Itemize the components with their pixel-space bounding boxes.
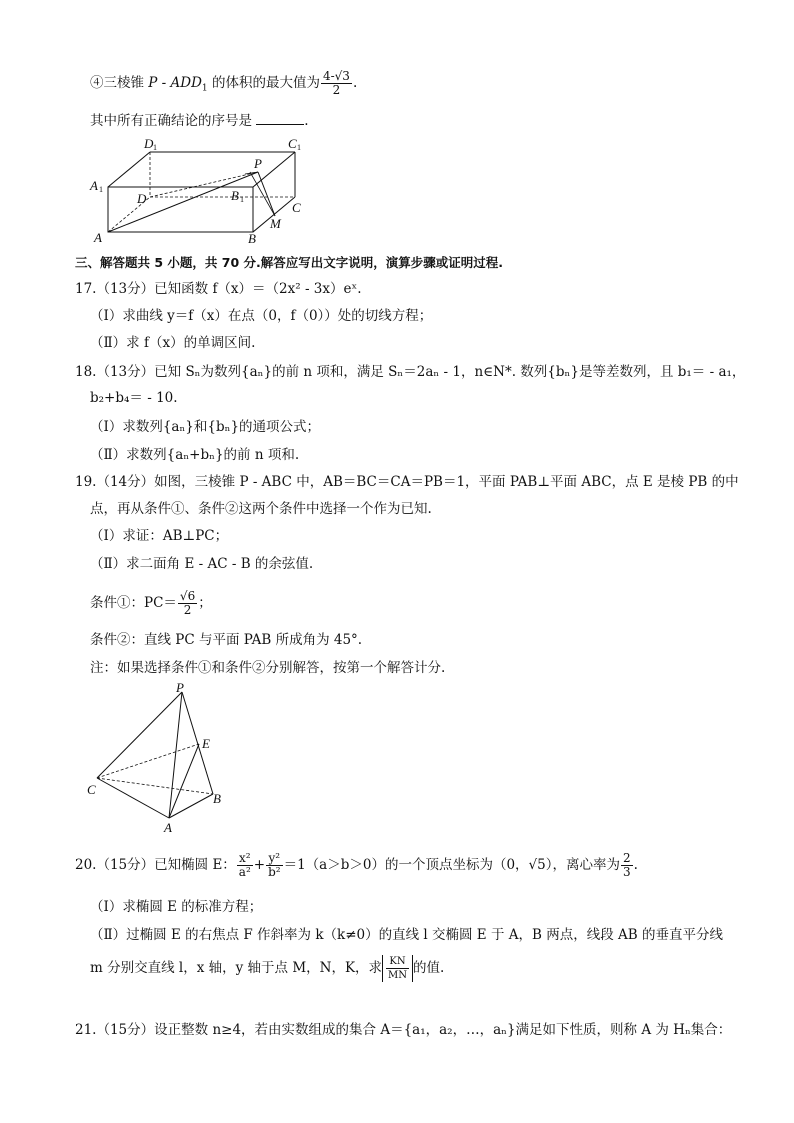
- q17-part2: （Ⅱ）求 f（x）的单调区间.: [90, 335, 256, 351]
- q16-item4-expr: P - ADD: [148, 75, 202, 91]
- q16-prompt-text: 其中所有正确结论的序号是: [90, 113, 252, 129]
- label-D: D: [137, 191, 147, 206]
- q20-part2-line2: [90, 955, 444, 982]
- q16-item4-suffix: .: [352, 75, 358, 91]
- q16-item4: [90, 70, 357, 99]
- ratio-abs: [382, 955, 413, 982]
- label-B: B: [248, 231, 256, 246]
- label-A: A: [164, 820, 172, 834]
- q16-item4-prefix: ④三棱锥: [90, 75, 149, 91]
- label-B1-sub: 1: [240, 195, 244, 204]
- fraction-numerator: √6: [179, 589, 196, 603]
- q16-item4-fraction: [321, 70, 352, 97]
- q16-prompt-suffix: .: [304, 113, 309, 129]
- label-B1: B: [231, 188, 239, 203]
- label-A: A: [94, 230, 102, 245]
- label-C1-sub: 1: [297, 143, 301, 152]
- section3-header: 三、解答题共 5 小题，共 70 分.解答应写出文字说明，演算步骤或证明过程.: [75, 255, 503, 270]
- q16-item4-mid: 的体积的最大值为: [207, 75, 320, 91]
- q20-stem-prefix: 20.（15分）已知椭圆 E：: [75, 857, 236, 873]
- fraction-denominator: a²: [238, 865, 251, 879]
- y-over-b-fraction: [266, 852, 283, 879]
- fraction-numerator: 4-√3: [322, 69, 350, 83]
- q16-item4-sub: 1: [201, 83, 208, 94]
- label-C1: C: [288, 136, 297, 151]
- fraction-numerator: 2: [622, 851, 631, 865]
- q20-part2-line1: （Ⅱ）过椭圆 E 的右焦点 F 作斜率为 k（k≠0）的直线 l 交椭圆 E 于 A，B 两点，线段 AB 的垂直平分线: [90, 927, 723, 943]
- q17-stem: 17.（13分）已知函数 f（x）＝（2x² - 3x）eˣ.: [75, 281, 362, 297]
- label-P: P: [176, 682, 184, 695]
- q20-stem: [75, 852, 638, 879]
- q20-part2-line2-prefix: m 分别交直线 l，x 轴，y 轴于点 M，N，K，求: [90, 960, 383, 976]
- cuboid-figure: [80, 132, 320, 250]
- q19-cond1-prefix: 条件①：PC＝: [90, 595, 177, 611]
- q20-part2-line2-suffix: 的值.: [413, 960, 445, 976]
- fraction-denominator: 2: [183, 603, 192, 617]
- fraction-numerator: y²: [266, 852, 283, 866]
- label-E: E: [202, 736, 210, 751]
- q19-stem-line2: 点，再从条件①、条件②这两个条件中选择一个作为已知.: [90, 501, 432, 517]
- label-A1: A: [90, 178, 98, 193]
- plus-sign: +: [253, 857, 266, 873]
- x-over-a-fraction: [237, 852, 253, 879]
- label-D1: D: [144, 136, 154, 151]
- fraction-denominator: 3: [622, 865, 631, 879]
- tetrahedron-figure: [85, 682, 235, 834]
- q19-cond1-fraction: [178, 590, 197, 617]
- q20-part1: （Ⅰ）求椭圆 E 的标准方程；: [90, 899, 263, 915]
- label-D1-sub: 1: [153, 143, 157, 152]
- q18-stem-line2: b₂+b₄＝ - 10.: [90, 390, 178, 406]
- label-C: C: [292, 200, 301, 215]
- label-C: C: [87, 782, 96, 797]
- fraction-denominator: b²: [268, 865, 281, 879]
- q19-stem-line1: 19.（14分）如图，三棱锥 P - ABC 中，AB＝BC＝CA＝PB＝1，平面 PAB⊥平面 ABC，点 E 是棱 PB 的中: [75, 474, 739, 490]
- kn-over-mn-fraction: [386, 955, 409, 982]
- fraction-numerator: KN: [386, 955, 409, 969]
- q18-part1: （Ⅰ）求数列{aₙ}和{bₙ}的通项公式；: [90, 419, 321, 435]
- q18-part2: （Ⅱ）求数列{aₙ+bₙ}的前 n 项和.: [90, 447, 300, 463]
- label-B: B: [213, 791, 221, 806]
- q21-stem: 21.（15分）设正整数 n≥4，若由实数组成的集合 A＝{a₁，a₂，…，aₙ}满足如下性质，则称 A 为 Hₙ集合：: [75, 1022, 732, 1038]
- q17-part1: （Ⅰ）求曲线 y＝f（x）在点（0，f（0））处的切线方程；: [90, 308, 433, 324]
- label-P: P: [254, 156, 262, 171]
- q20-stem-mid: ＝1（a＞b＞0）的一个顶点坐标为（0，√5），离心率为: [283, 857, 620, 873]
- eccentricity-fraction: [621, 852, 633, 879]
- fraction-denominator: 2: [332, 83, 341, 97]
- q19-condition1: [90, 590, 212, 617]
- q16-prompt: [90, 110, 309, 131]
- label-M: M: [270, 216, 281, 231]
- q18-stem-line1: 18.（13分）已知 Sₙ为数列{aₙ}的前 n 项和，满足 Sₙ＝2aₙ - 1，n∈N*. 数列{bₙ}是等差数列，且 b₁＝ - a₁，: [75, 364, 746, 380]
- q19-condition2: 条件②：直线 PC 与平面 PAB 所成角为 45°.: [90, 632, 363, 648]
- fraction-denominator: MN: [388, 970, 408, 981]
- q20-stem-suffix: .: [633, 857, 638, 873]
- q19-part1: （Ⅰ）求证：AB⊥PC；: [90, 528, 229, 544]
- fraction-numerator: x²: [237, 852, 253, 866]
- q19-cond1-suffix: ；: [198, 595, 212, 611]
- label-A1-sub: 1: [99, 185, 103, 194]
- q19-part2: （Ⅱ）求二面角 E - AC - B 的余弦值.: [90, 556, 314, 572]
- answer-blank: [256, 110, 304, 125]
- q19-note: 注：如果选择条件①和条件②分别解答，按第一个解答计分.: [90, 660, 446, 676]
